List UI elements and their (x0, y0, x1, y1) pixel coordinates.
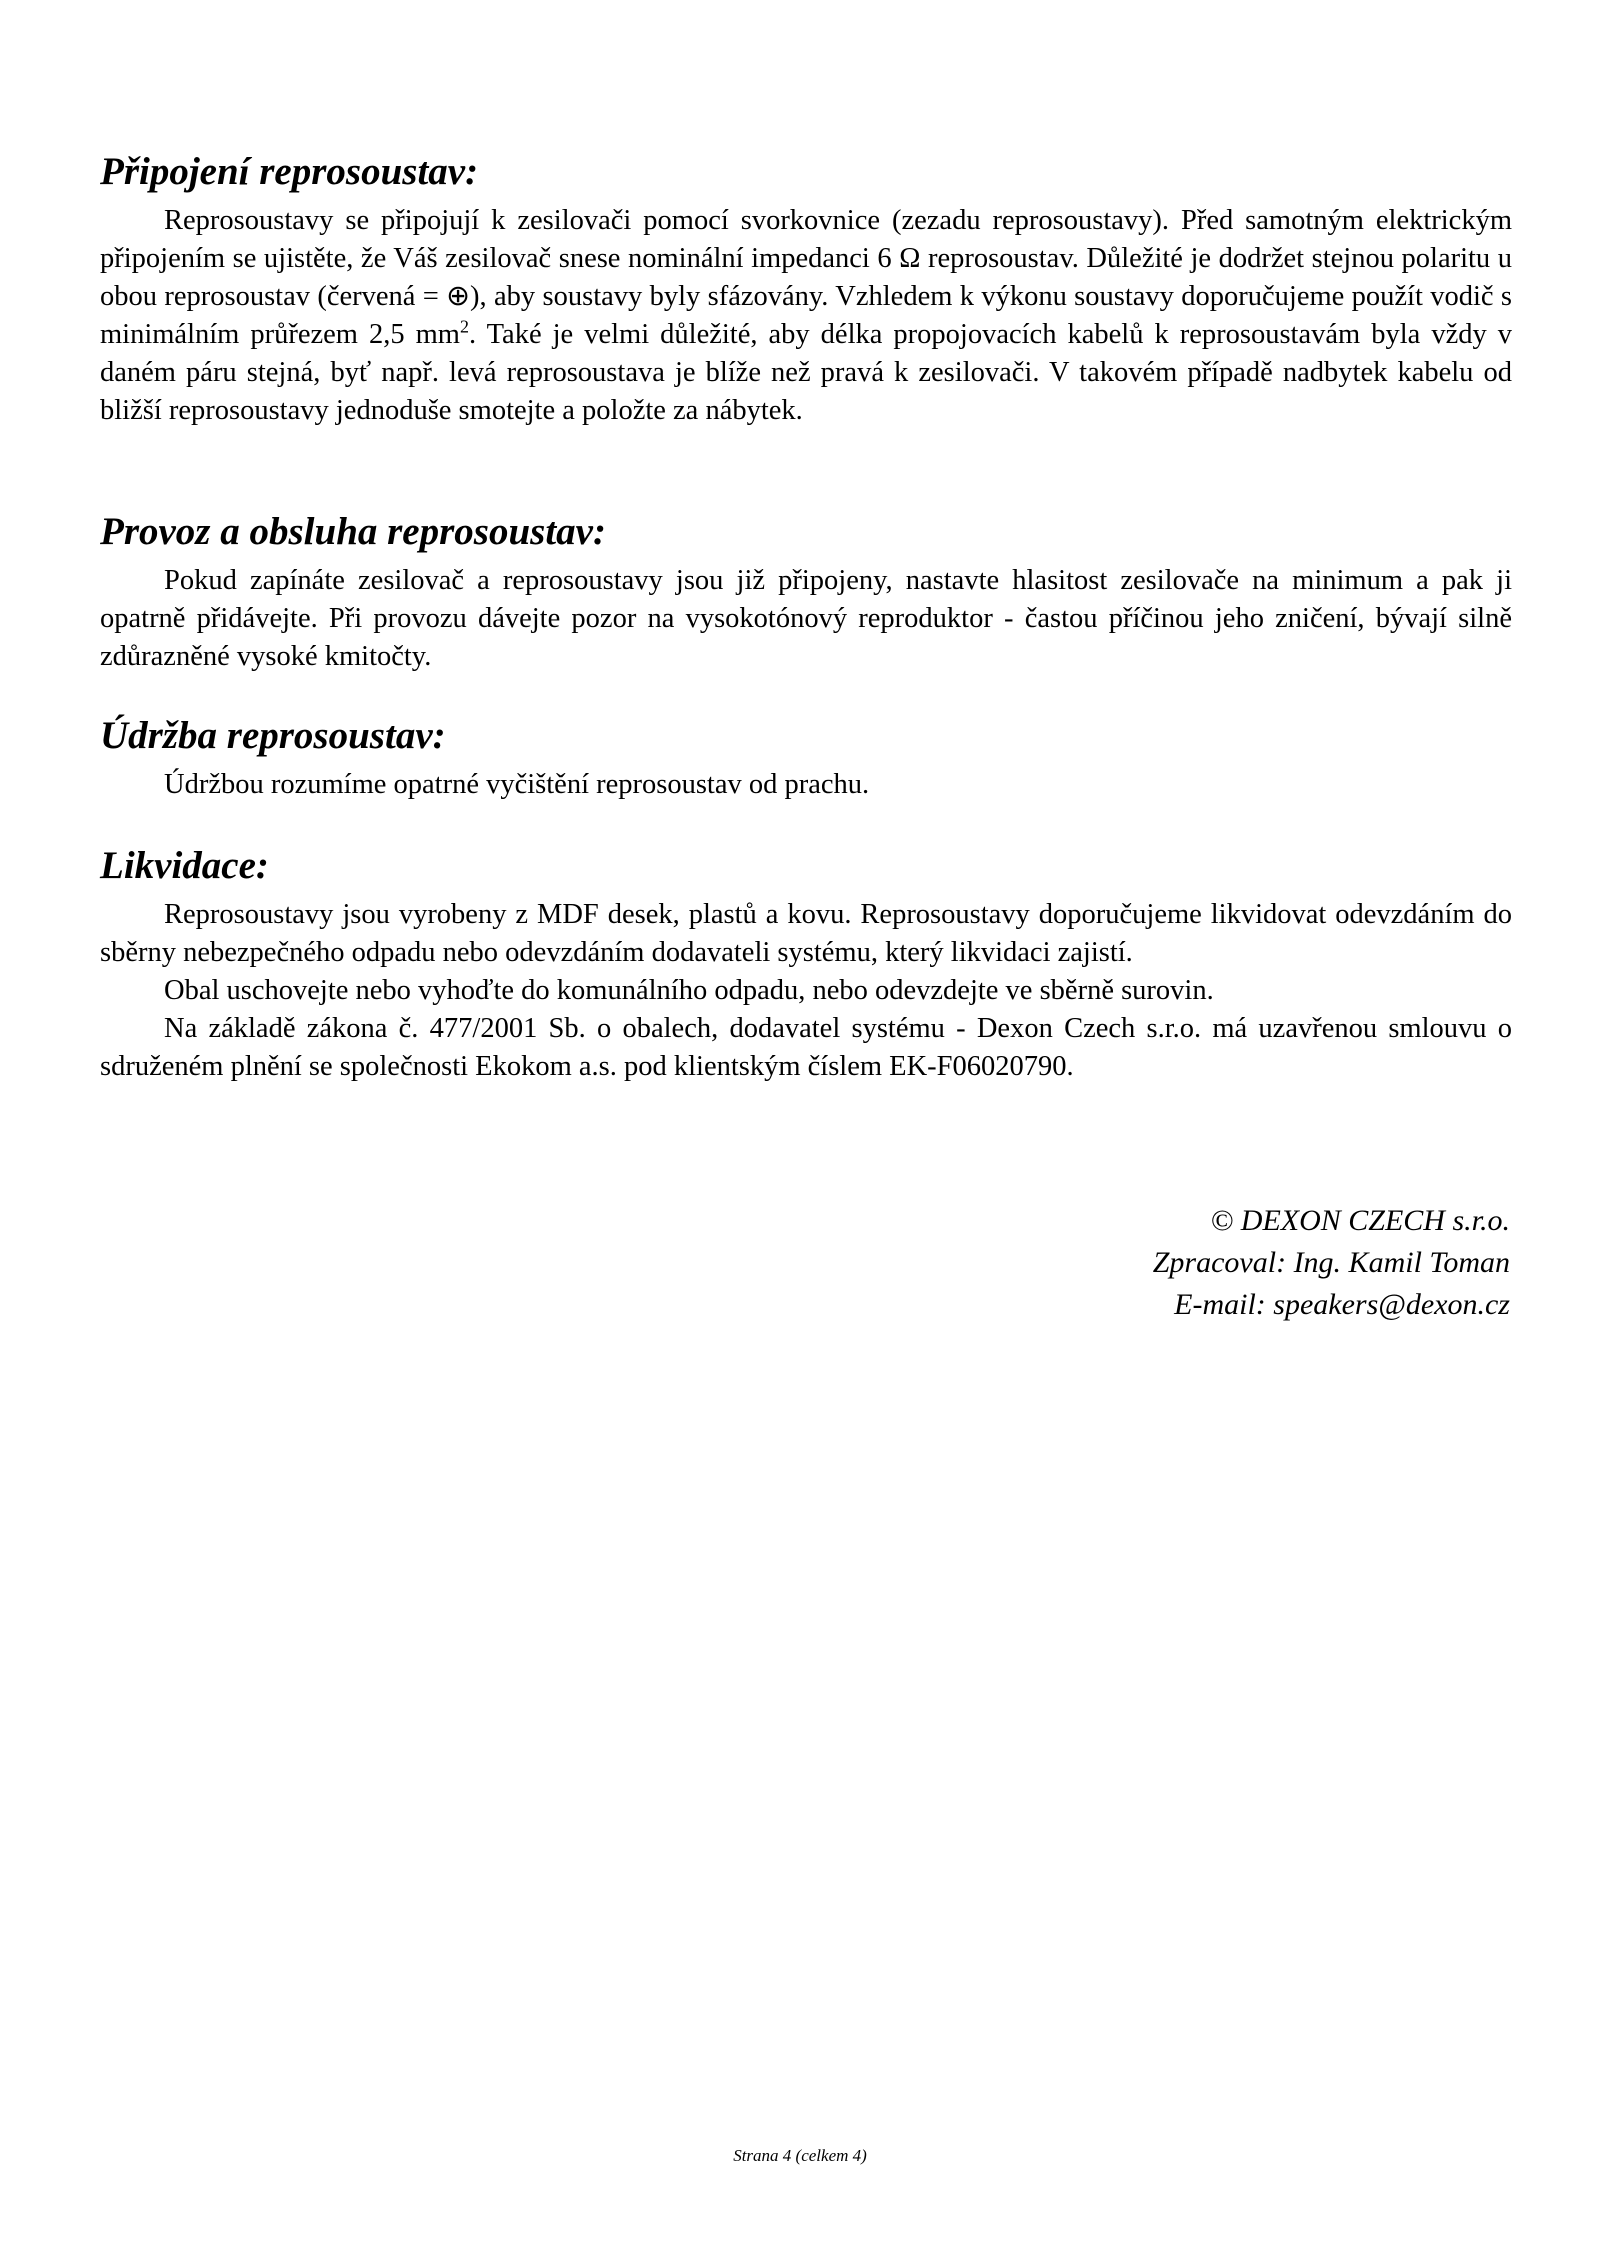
section-paragraph: Reprosoustavy jsou vyrobeny z MDF desek, plastů a kovu. Reprosoustavy doporučujeme likvidovat odevzdáním do sběrny nebezpečného odpadu nebo odevzdáním dodavateli systému, který likvidaci zajistí. (100, 899, 1512, 968)
section-disposal (100, 844, 1512, 1086)
page-footer: Strana 4 (celkem 4) (733, 2146, 867, 2165)
section-heading: Údržba reprosoustav: (100, 714, 446, 757)
section-paragraph: Obal uschovejte nebo vyhoďte do komunálního odpadu, nebo odevzdejte ve sběrně surovin. (164, 975, 1214, 1006)
copyright-line: © DEXON CZECH s.r.o. (1210, 1204, 1510, 1237)
paragraph-text: . Také je velmi důležité, aby délka propojovacích kabelů k reprosoustavám byla vždy v daném páru stejná, byť např. levá reprosoustava je blíže než pravá k zesilovači. V takovém případě nadbytek kabelu od bližší reprosoustavy jednoduše smotejte a položte za nábytek. (100, 319, 1512, 426)
section-paragraph: Údržbou rozumíme opatrné vyčištění reprosoustav od prachu. (164, 769, 870, 800)
author-line: Zpracoval: Ing. Kamil Toman (1152, 1246, 1510, 1279)
section-paragraph: Na základě zákona č. 477/2001 Sb. o obalech, dodavatel systému - Dexon Czech s.r.o. má uzavřenou smlouvu o sdruženém plnění se společnosti Ekokom a.s. pod klientským číslem EK-F06020790. (100, 1013, 1512, 1082)
section-paragraph (100, 202, 1512, 430)
section-heading: Likvidace: (100, 844, 269, 887)
section-operation (100, 510, 1512, 676)
section-paragraph: Pokud zapínáte zesilovač a reprosoustavy jsou již připojeny, nastavte hlasitost zesilovače na minimum a pak ji opatrně přidávejte. Při provozu dávejte pozor na vysokotónový reproduktor - častou příčinou jeho zničení, bývají silně zdůrazněné vysoké kmitočty. (100, 565, 1512, 672)
signature-block (1153, 1200, 1510, 1326)
paragraph-text: Reprosoustavy se připojují k zesilovači pomocí svorkovnice (zezadu reprosoustavy). Před samotným elektrickým připojením se ujistěte, že Váš zesilovač snese nominální impedanci 6 Ω reprosoustav. Důležité je dodržet stejnou polaritu u obou reprosoustav (červená = ⊕), aby soustavy byly sfázovány. Vzhledem k výkonu soustavy doporučujeme použít vodič s minimálním průřezem 2,5 mm (100, 205, 1512, 350)
superscript: 2 (459, 316, 469, 337)
section-connection (100, 150, 1512, 430)
section-heading: Připojení reprosoustav: (100, 150, 479, 193)
section-heading: Provoz a obsluha reprosoustav: (100, 510, 606, 553)
section-maintenance (100, 714, 1512, 804)
email-line: E-mail: speakers@dexon.cz (1174, 1288, 1510, 1321)
